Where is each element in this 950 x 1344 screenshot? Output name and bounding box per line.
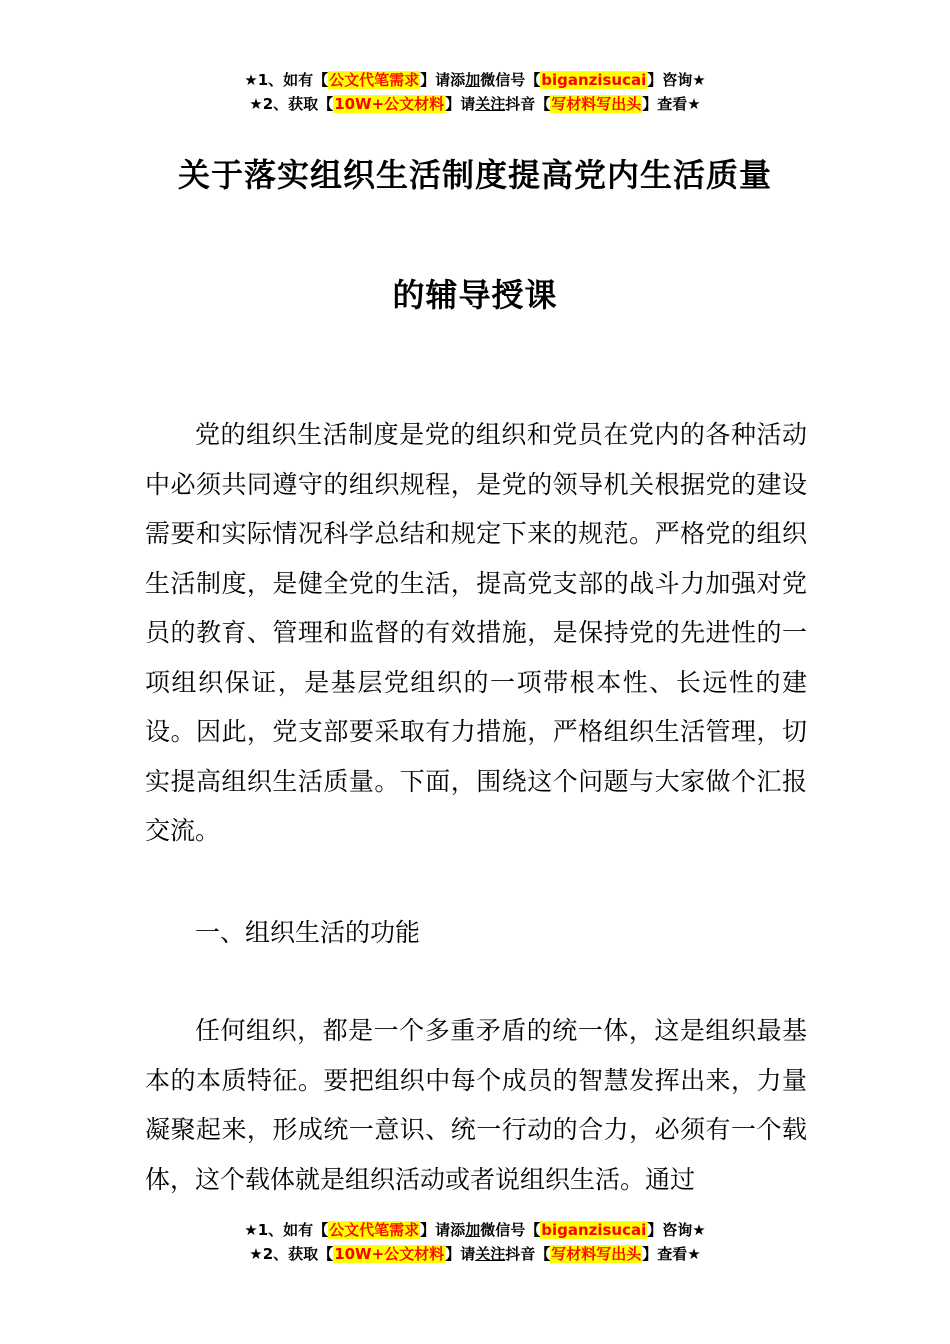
banner-text: ★2、获取【 xyxy=(249,95,334,113)
paragraph-text: 任何组织，都是一个多重矛盾的统一体，这是组织最基本的本质特征。要把组织中每个成员的智慧发挥出来，力量凝聚起来，形成统一意识、统一行动的合力，必须有一个载体，这个载体就是组织活动或者说组织生活。通过 xyxy=(145,1016,807,1194)
banner-text: ★1、如有【 xyxy=(244,1221,329,1239)
banner-text: 】查看★ xyxy=(642,95,701,113)
banner-highlight: 10W+公文材料 xyxy=(334,1245,445,1263)
banner-text: 微信号【 xyxy=(480,1221,541,1239)
banner-line-2 xyxy=(0,1242,950,1266)
banner-highlight: biganzisucai xyxy=(541,1221,647,1239)
banner-highlight: 公文代笔需求 xyxy=(329,71,420,89)
banner-underlined: 加 xyxy=(465,71,481,89)
banner-underlined: 加 xyxy=(465,1221,481,1239)
banner-underlined: 关注 xyxy=(475,1245,506,1263)
heading-text: 一、组织生活的功能 xyxy=(195,918,421,947)
banner-highlight: 写材料写出头 xyxy=(551,95,642,113)
banner-highlight: 公文代笔需求 xyxy=(329,1221,420,1239)
banner-text: ★1、如有【 xyxy=(244,71,329,89)
banner-underlined: 关注 xyxy=(475,95,506,113)
banner-line-1 xyxy=(0,68,950,92)
section-heading xyxy=(145,908,807,958)
section-paragraph xyxy=(145,1006,807,1204)
intro-paragraph xyxy=(145,410,807,856)
document-title-line-2: 的辅导授课 xyxy=(392,276,558,314)
banner-line-1 xyxy=(0,1218,950,1242)
banner-text: 】查看★ xyxy=(642,1245,701,1263)
banner-text: 抖音【 xyxy=(505,1245,551,1263)
footer-banner xyxy=(0,1218,950,1266)
banner-text: 微信号【 xyxy=(480,71,541,89)
banner-line-2 xyxy=(0,92,950,116)
banner-highlight: 写材料写出头 xyxy=(551,1245,642,1263)
banner-text: 】请 xyxy=(445,1245,476,1263)
banner-text: 】咨询★ xyxy=(647,71,706,89)
header-banner xyxy=(0,68,950,116)
banner-text: 】请添 xyxy=(420,1221,466,1239)
banner-text: ★2、获取【 xyxy=(249,1245,334,1263)
banner-text: 】咨询★ xyxy=(647,1221,706,1239)
document-title-line-1: 关于落实组织生活制度提高党内生活质量 xyxy=(177,156,772,194)
banner-text: 抖音【 xyxy=(505,95,551,113)
banner-text: 】请 xyxy=(445,95,476,113)
banner-text: 】请添 xyxy=(420,71,466,89)
banner-highlight: biganzisucai xyxy=(541,71,647,89)
paragraph-text: 党的组织生活制度是党的组织和党员在党内的各种活动中必须共同遵守的组织规程，是党的领导机关根据党的建设需要和实际情况科学总结和规定下来的规范。严格党的组织生活制度，是健全党的生活，提高党支部的战斗力加强对党员的教育、管理和监督的有效措施，是保持党的先进性的一项组织保证，是基层党组织的一项带根本性、长远性的建设。因此，党支部要采取有力措施，严格组织生活管理，切实提高组织生活质量。下面，围绕这个问题与大家做个汇报交流。 xyxy=(145,420,807,845)
banner-highlight: 10W+公文材料 xyxy=(334,95,445,113)
